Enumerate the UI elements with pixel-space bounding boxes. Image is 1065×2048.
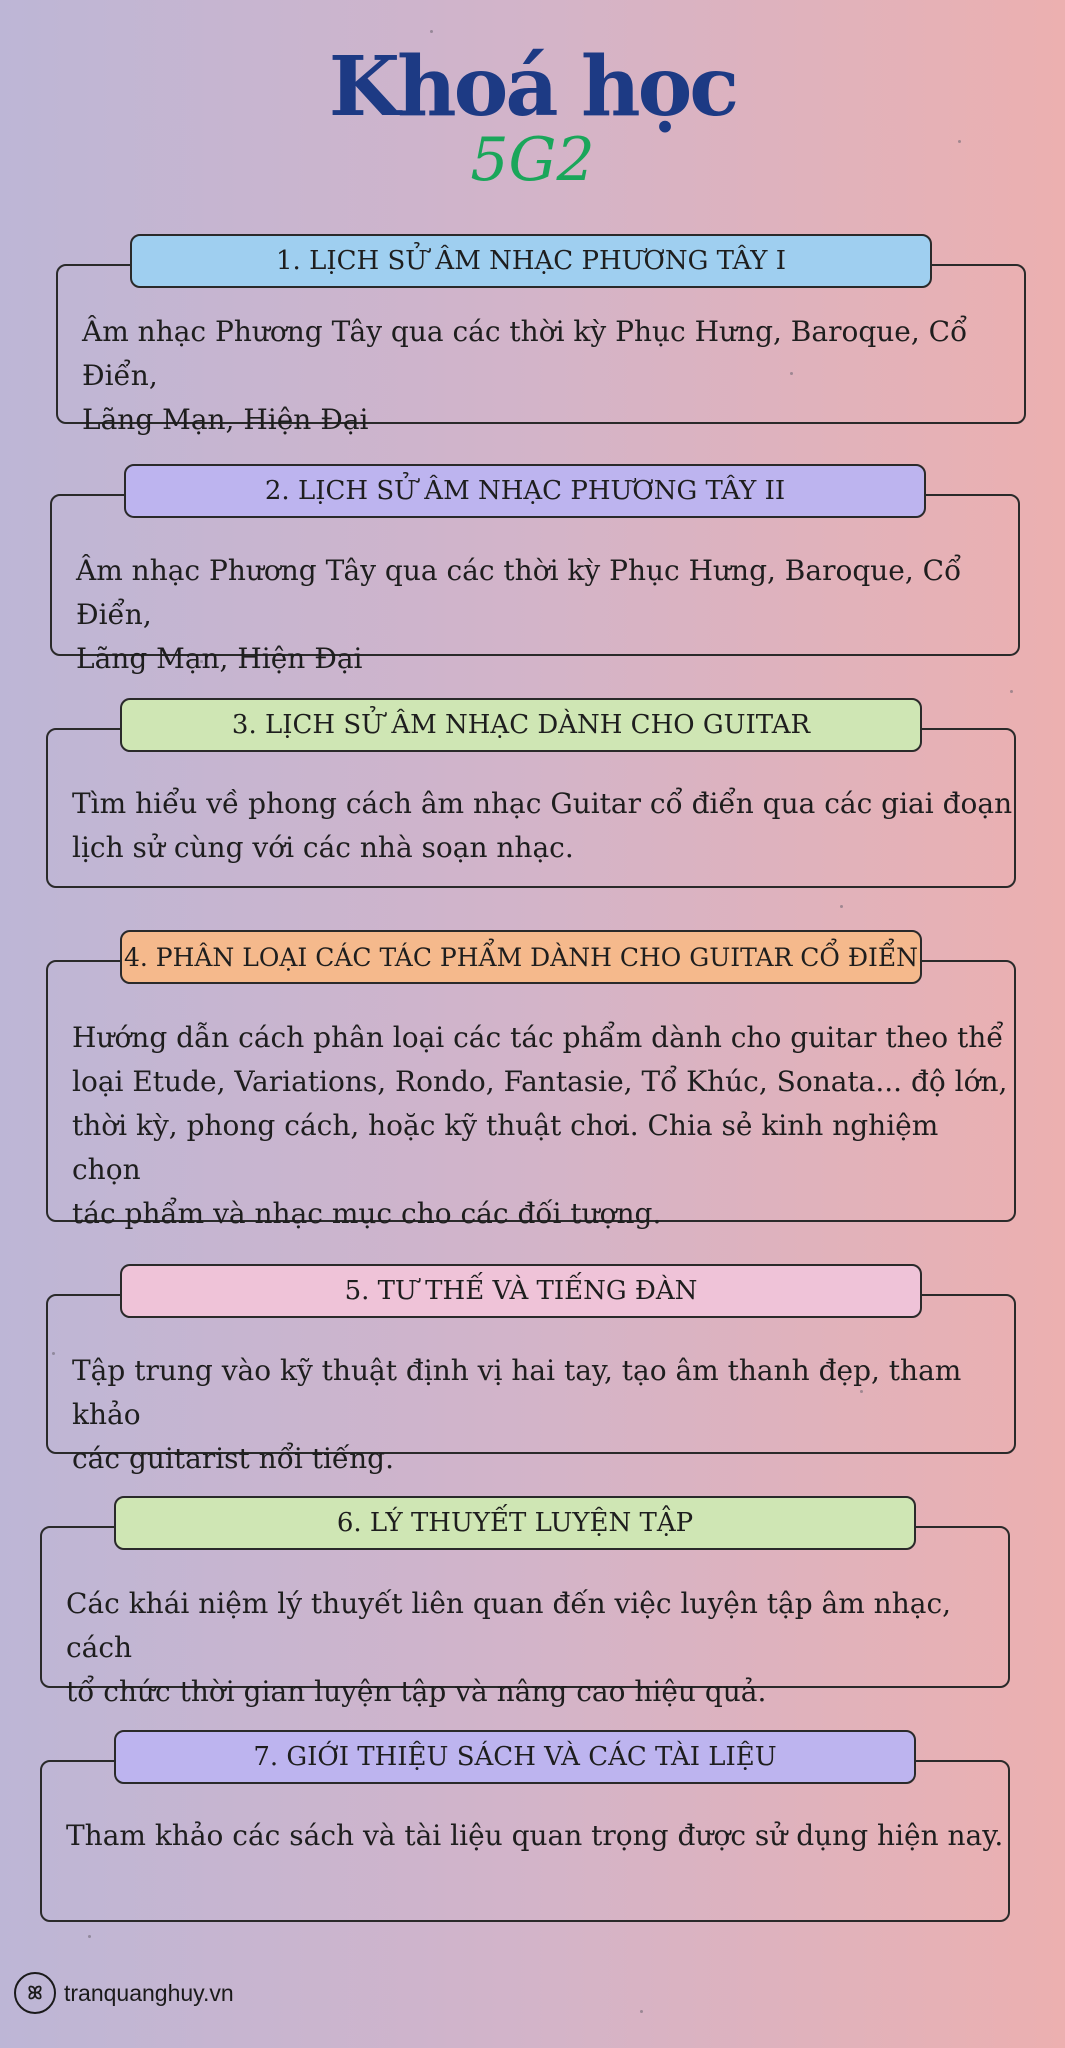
footer	[14, 1972, 234, 2014]
course-description: Hướng dẫn cách phân loại các tác phẩm dành cho guitar theo thể loại Etude, Variations, Rondo, Fantasie, Tổ Khúc, Sonata... độ lớn, thời kỳ, phong cách, hoặc kỹ thuật chơi. Chia sẻ kinh nghiệm chọn tác phẩm và nhạc mục cho các đối tượng.	[72, 1021, 1008, 1230]
course-title: 3. LỊCH SỬ ÂM NHẠC DÀNH CHO GUITAR	[120, 698, 922, 752]
guitar-logo-icon: ꕤ	[14, 1972, 56, 2014]
course-title: 1. LỊCH SỬ ÂM NHẠC PHƯƠNG TÂY I	[130, 234, 932, 288]
course-title: 5. TƯ THẾ VÀ TIẾNG ĐÀN	[120, 1264, 922, 1318]
course-description: Tham khảo các sách và tài liệu quan trọng được sử dụng hiện nay.	[66, 1819, 1004, 1852]
site-link[interactable]: tranquanghuy.vn	[64, 1979, 234, 2006]
course-title: 6. LÝ THUYẾT LUYỆN TẬP	[114, 1496, 916, 1550]
paper-speck	[1010, 690, 1013, 693]
course-description: Tập trung vào kỹ thuật định vị hai tay, tạo âm thanh đẹp, tham khảo các guitarist nổi tiếng.	[72, 1354, 962, 1475]
course-description: Âm nhạc Phương Tây qua các thời kỳ Phục Hưng, Baroque, Cổ Điển, Lãng Mạn, Hiện Đại	[76, 554, 962, 675]
course-description: Âm nhạc Phương Tây qua các thời kỳ Phục Hưng, Baroque, Cổ Điển, Lãng Mạn, Hiện Đại	[82, 315, 968, 436]
course-title: 7. GIỚI THIỆU SÁCH VÀ CÁC TÀI LIỆU	[114, 1730, 916, 1784]
course-description: Các khái niệm lý thuyết liên quan đến việc luyện tập âm nhạc, cách tổ chức thời gian luyện tập và nâng cao hiệu quả.	[66, 1587, 952, 1708]
course-description: Tìm hiểu về phong cách âm nhạc Guitar cổ điển qua các giai đoạn lịch sử cùng với các nhà soạn nhạc.	[72, 787, 1013, 864]
paper-speck	[840, 905, 843, 908]
course-title: 2. LỊCH SỬ ÂM NHẠC PHƯƠNG TÂY II	[124, 464, 926, 518]
page-title: Khoá học	[328, 39, 737, 135]
paper-speck	[88, 1935, 91, 1938]
page-subtitle: 5G2	[470, 125, 595, 195]
paper-speck	[430, 30, 433, 33]
paper-speck	[640, 2010, 643, 2013]
course-title: 4. PHÂN LOẠI CÁC TÁC PHẨM DÀNH CHO GUITAR CỔ ĐIỂN	[120, 930, 922, 984]
